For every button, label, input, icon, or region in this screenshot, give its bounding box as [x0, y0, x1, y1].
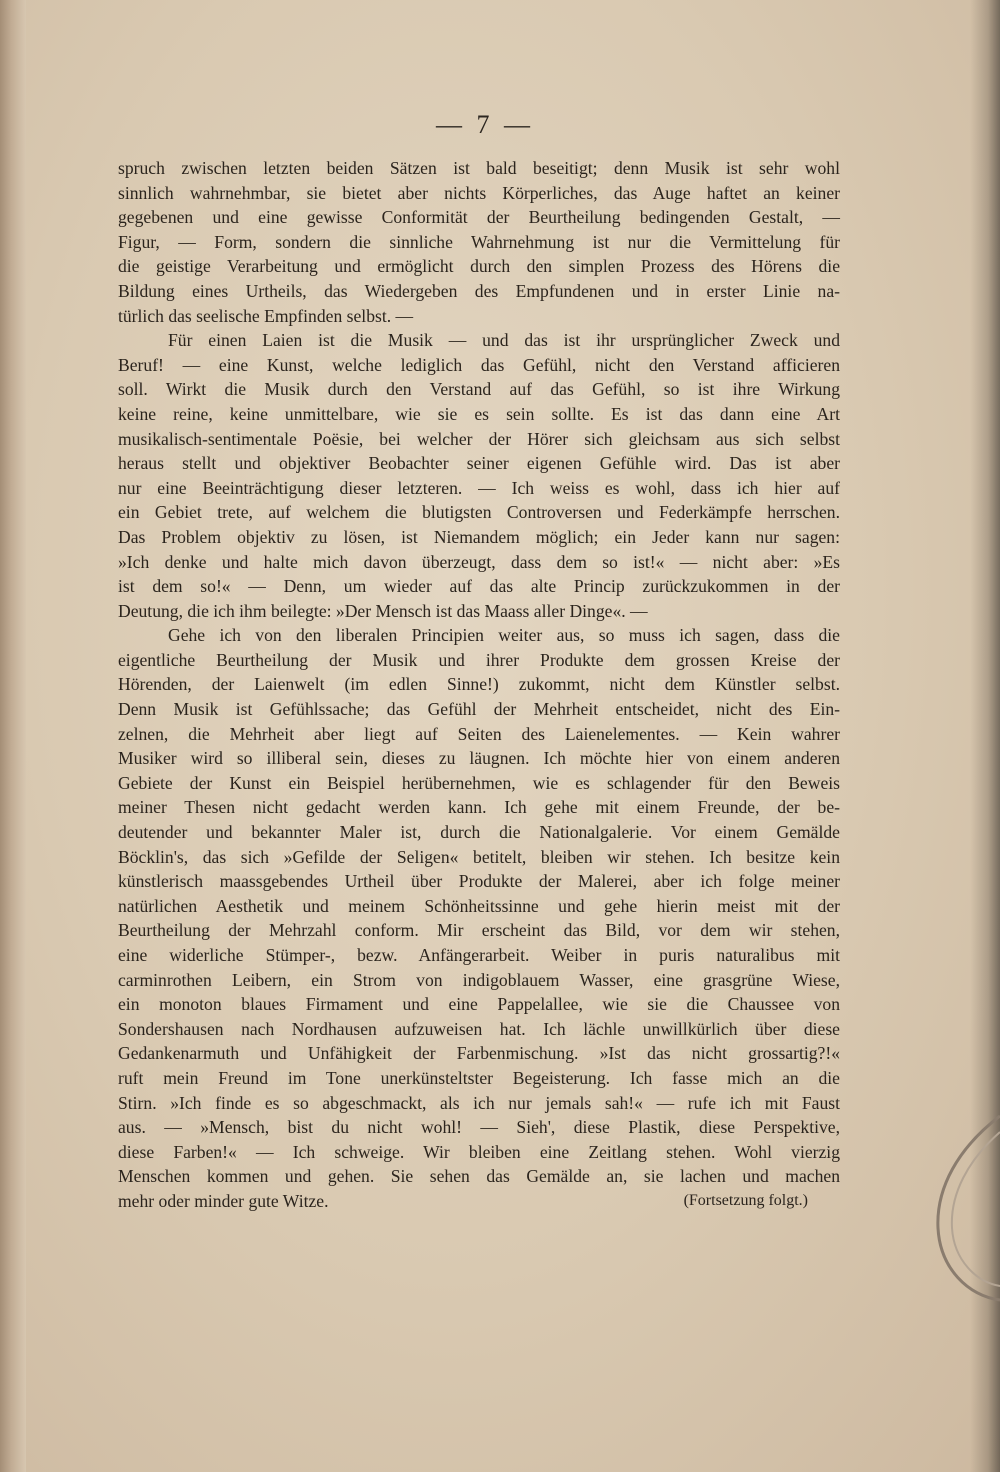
- text-line: keine reine, keine unmittelbare, wie sie es sein sollte. Es ist das dann eine Art: [118, 403, 840, 424]
- text-line: Beurtheilung der Mehrzahl conform. Mir erscheint das Bild, vor dem wir stehen,: [118, 920, 840, 941]
- text-line: eigentliche Beurtheilung der Musik und ihrer Produkte dem grossen Kreise der: [118, 649, 840, 670]
- text-line: Hörenden, der Laienwelt (im edlen Sinne!) zukommt, nicht dem Künstler selbst.: [118, 674, 840, 695]
- text-line: ein Gebiet trete, auf welchem die blutigsten Controversen und Federkämpfe herrschen.: [118, 502, 840, 523]
- text-line: eine widerliche Stümper-, bezw. Anfängerarbeit. Weiber in puris naturalibus mit: [118, 945, 840, 965]
- text-line: ist dem so!« — Denn, um wieder auf das alte Princip zurückzukommen in der: [118, 576, 840, 597]
- text-line-final: [118, 1189, 840, 1214]
- text-line: türlich das seelische Empfinden selbst. —: [118, 305, 414, 326]
- text-line: Denn Musik ist Gefühlssache; das Gefühl der Mehrheit entscheidet, nicht des Ein-: [118, 699, 840, 720]
- text-line: aus. — »Mensch, bist du nicht wohl! — Sieh', diese Plastik, diese Perspektive,: [118, 1117, 840, 1138]
- text-line: nur eine Beeinträchtigung dieser letzteren. — Ich weiss es wohl, dass ich hier auf: [118, 477, 840, 498]
- text-line: Stirn. »Ich finde es so abgeschmackt, als ich nur jemals sah!« — rufe ich mit Faust: [118, 1092, 840, 1113]
- text-line: zelnen, die Mehrheit aber liegt auf Seiten des Laienelementes. — Kein wahrer: [118, 723, 840, 744]
- text-line: Menschen kommen und gehen. Sie sehen das Gemälde an, sie lachen und machen: [118, 1166, 840, 1187]
- text-line: Gehe ich von den liberalen Principien weiter aus, so muss ich sagen, dass die: [168, 625, 840, 646]
- text-line: spruch zwischen letzten beiden Sätzen ist bald beseitigt; denn Musik ist sehr wohl: [118, 158, 840, 178]
- text-line: »Ich denke und halte mich davon überzeugt, dass dem so ist!« — nicht aber: »Es: [118, 551, 840, 572]
- page-number: — 7 —: [436, 110, 534, 139]
- text-line: Gedankenarmuth und Unfähigkeit der Farbenmischung. »Ist das nicht grossartig?!«: [118, 1043, 840, 1064]
- text-line: sinnlich wahrnehmbar, sie bietet aber nichts Körperliches, das Auge haftet an keiner: [118, 182, 840, 203]
- text-line: Gebiete der Kunst ein Beispiel herübernehmen, wie es schlagender für den Beweis: [118, 772, 840, 793]
- text-line: diese Farben!« — Ich schweige. Wir bleiben eine Zeitlang stehen. Wohl vierzig: [118, 1141, 840, 1162]
- text-line: musikalisch-sentimentale Poësie, bei welcher der Hörer sich gleichsam aus sich selbst: [118, 428, 840, 449]
- text-line: Figur, — Form, sondern die sinnliche Wahrnehmung ist nur die Vermittelung für: [118, 231, 840, 252]
- continuation-note: (Fortsetzung folgt.): [683, 1191, 808, 1209]
- text-line: gegebenen und eine gewisse Conformität der Beurtheilung bedingenden Gestalt, —: [118, 207, 840, 228]
- text-line: soll. Wirkt die Musik durch den Verstand auf das Gefühl, so ist ihre Wirkung: [118, 379, 840, 400]
- paper-clip-icon: [928, 1108, 1000, 1308]
- text-line: Musiker wird so illiberal sein, dieses zu läugnen. Ich möchte hier von einem anderen: [118, 748, 840, 769]
- text-line: ruft mein Freund im Tone unerkünsteltster Begeisterung. Ich fasse mich an die: [118, 1067, 840, 1088]
- text-line: carminrothen Leibern, ein Strom von indigoblauem Wasser, eine grasgrüne Wiese,: [118, 969, 840, 990]
- text-line: Für einen Laien ist die Musik — und das ist ihr ursprünglicher Zweck und: [168, 330, 840, 351]
- text-line: deutender und bekannter Maler ist, durch die Nationalgalerie. Vor einem Gemälde: [118, 822, 840, 843]
- text-line: heraus stellt und objektiver Beobachter seiner eigenen Gefühle wird. Das ist aber: [118, 453, 840, 474]
- text-line: künstlerisch maassgebendes Urtheil über Produkte der Malerei, aber ich folge meiner: [118, 871, 840, 892]
- text-line: Bildung eines Urtheils, das Wiedergeben des Empfundenen und in erster Linie na-: [118, 280, 840, 301]
- binding-edge: [0, 0, 26, 1472]
- text-line: Sondershausen nach Nordhausen aufzuweisen hat. Ich lächle unwillkürlich über diese: [118, 1018, 840, 1039]
- text-line: Deutung, die ich ihm beilegte: »Der Mensch ist das Maass aller Dinge«. —: [118, 600, 648, 621]
- text-line: Böcklin's, das sich »Gefilde der Seligen« betitelt, bleiben wir stehen. Ich besitze kein: [118, 846, 840, 867]
- text-line: die geistige Verarbeitung und ermöglicht durch den simplen Prozess des Hörens die: [118, 256, 840, 277]
- text-line: natürlichen Aesthetik und meinem Schönheitssinne und gehe hierin meist mit der: [118, 895, 840, 916]
- text-line: Das Problem objektiv zu lösen, ist Niemandem möglich; ein Jeder kann nur sagen:: [118, 526, 840, 547]
- text-line: Beruf! — eine Kunst, welche lediglich das Gefühl, nicht den Verstand afficieren: [118, 354, 840, 375]
- text-line: ein monoton blaues Firmament und eine Pappelallee, wie sie die Chaussee von: [118, 994, 840, 1015]
- text-line: meiner Thesen nicht gedacht werden kann. Ich gehe mit einem Freunde, der be-: [118, 797, 840, 818]
- final-sentence: mehr oder minder gute Witze.: [118, 1190, 329, 1211]
- body-text: [118, 156, 840, 1214]
